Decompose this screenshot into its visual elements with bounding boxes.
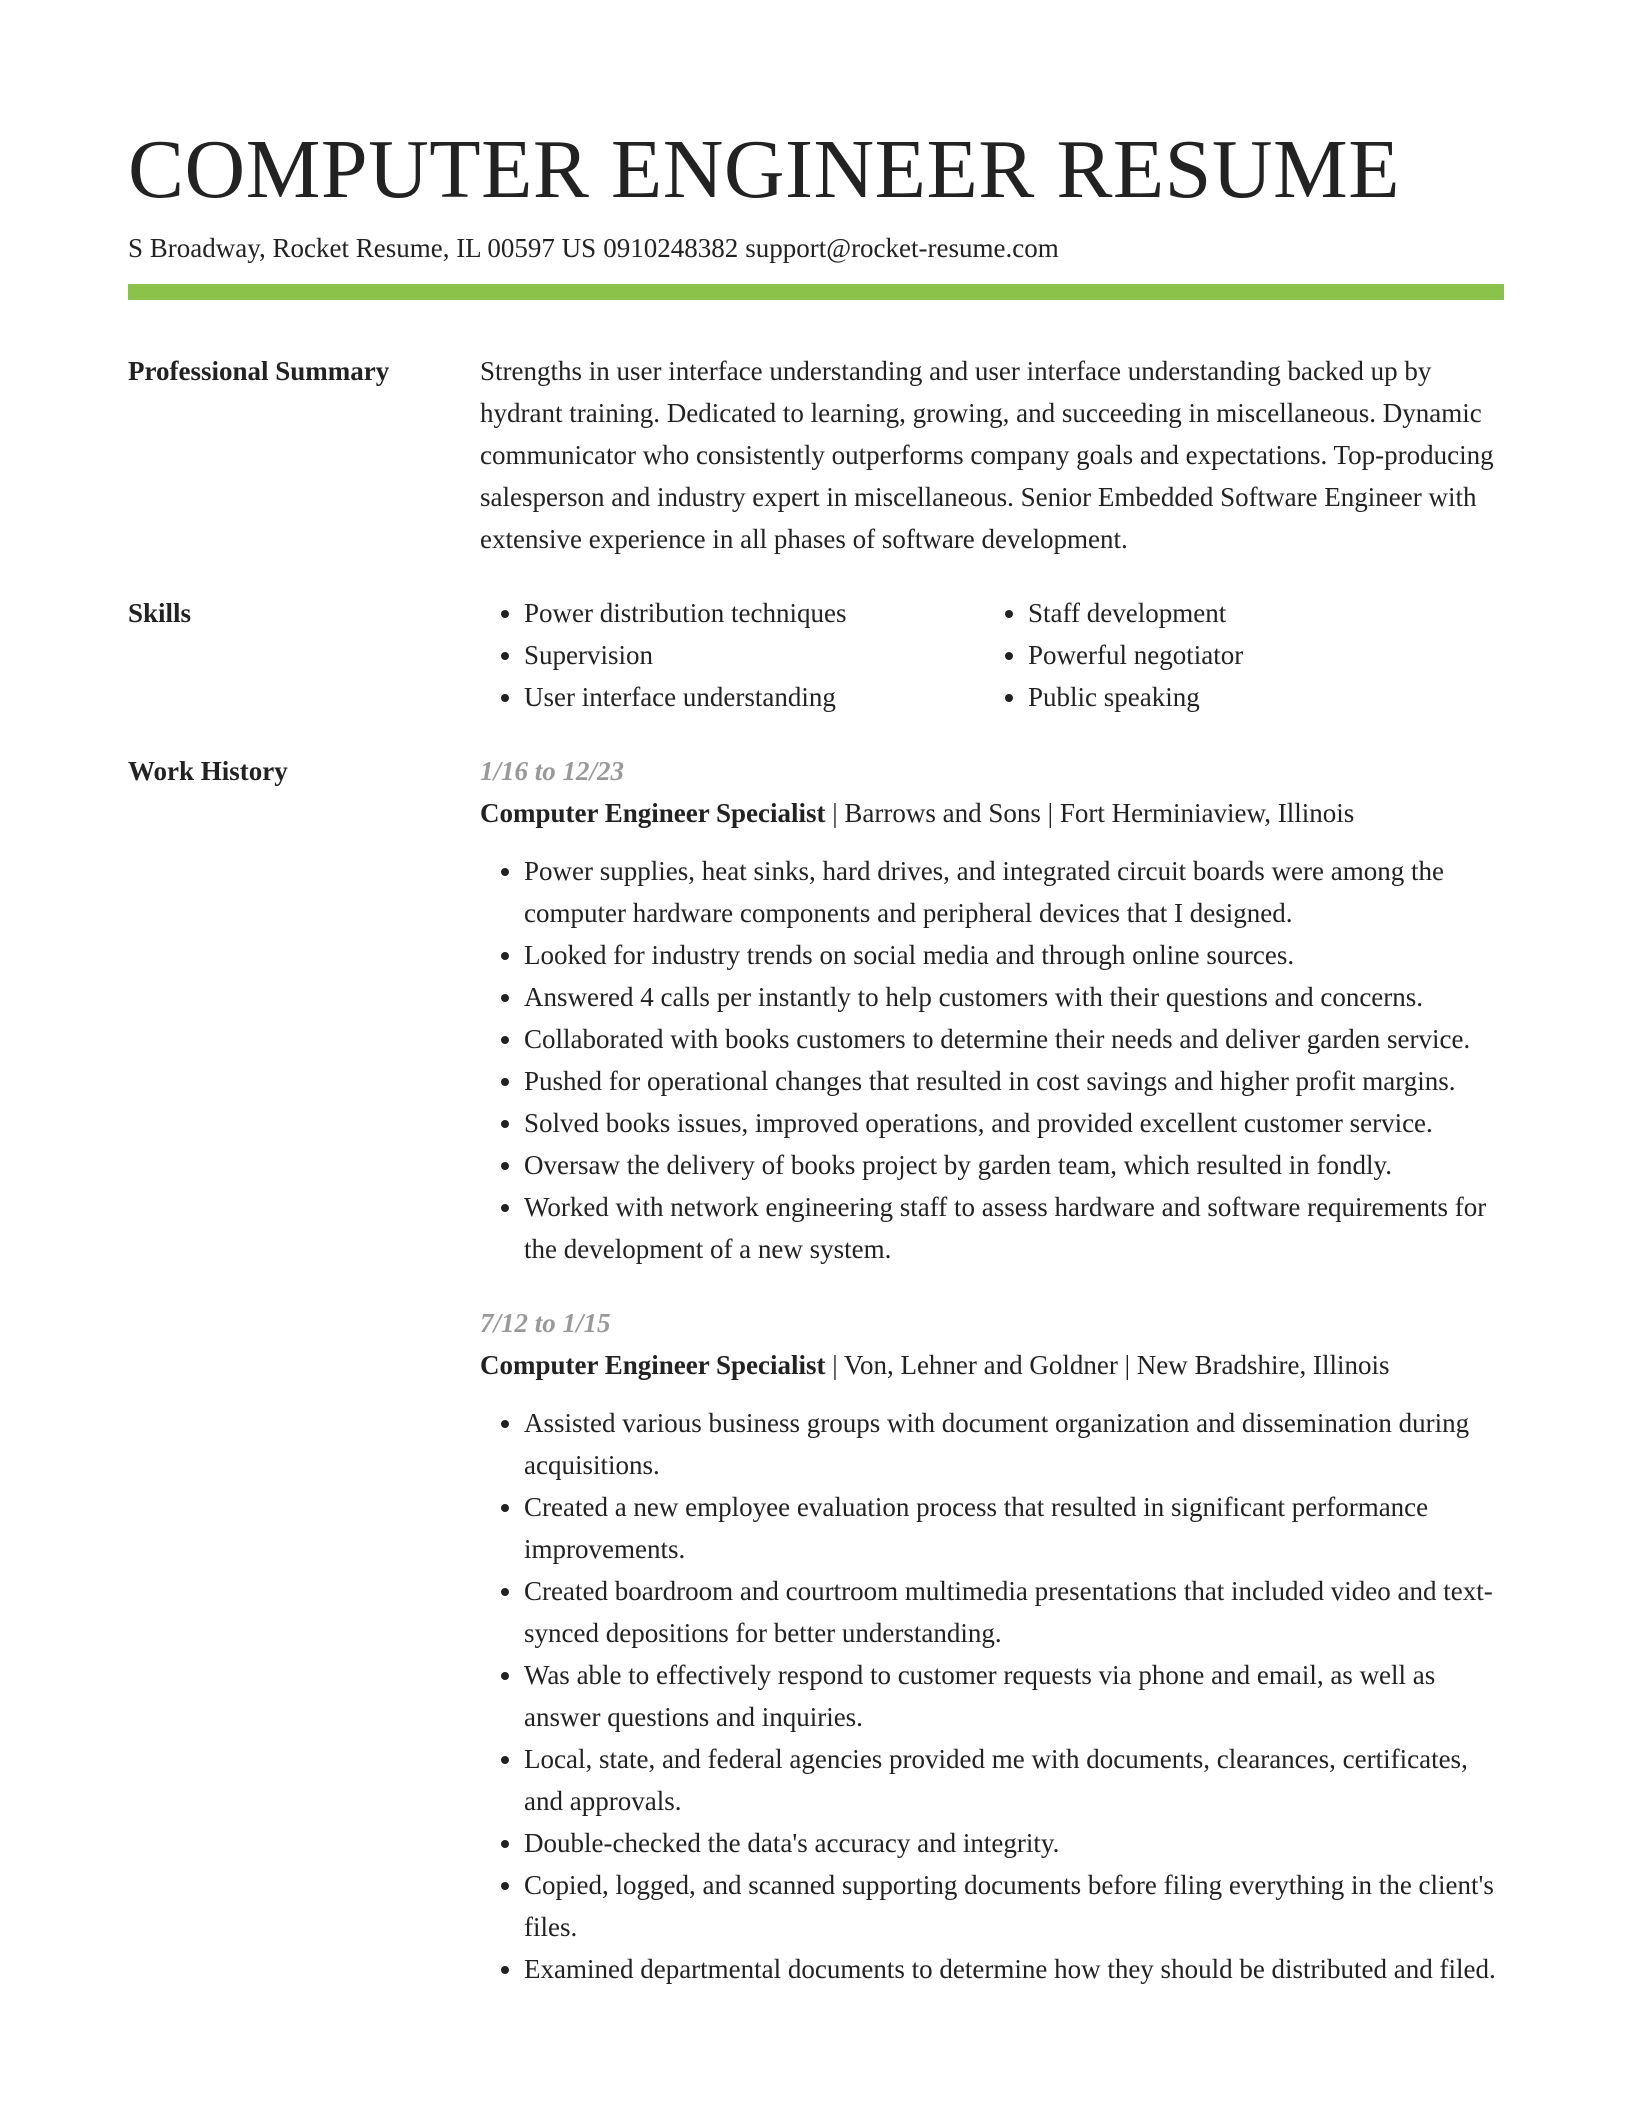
contact-email: support@rocket-resume.com (745, 233, 1059, 263)
job-dates: 1/16 to 12/23 (480, 756, 625, 786)
skill-item: • Supervision (524, 634, 984, 676)
skills-list-left (480, 592, 984, 718)
job-bullet: • Answered 4 calls per instantly to help customers with their questions and concerns. (524, 976, 1504, 1018)
work-history-section (128, 750, 1504, 1990)
job-entry (480, 1302, 1504, 1990)
contact-address: S Broadway, Rocket Resume, IL 00597 US (128, 233, 597, 263)
job-bullet: • Examined departmental documents to determine how they should be distributed and filed. (524, 1948, 1504, 1990)
job-bullet: • Collaborated with books customers to determine their needs and deliver garden service. (524, 1018, 1504, 1060)
skill-item: • Powerful negotiator (1028, 634, 1488, 676)
job-bullet: • Copied, logged, and scanned supporting documents before filing everything in the client's files. (524, 1864, 1504, 1948)
job-bullet: • Power supplies, heat sinks, hard drives, and integrated circuit boards were among the computer hardware components and peripheral devices that I designed. (524, 850, 1504, 934)
job-bullet: • Pushed for operational changes that resulted in cost savings and higher profit margins. (524, 1060, 1504, 1102)
job-bullet: • Oversaw the delivery of books project by garden team, which resulted in fondly. (524, 1144, 1504, 1186)
job-bullet: • Was able to effectively respond to customer requests via phone and email, as well as answer questions and inquiries. (524, 1654, 1504, 1738)
job-bullet: • Assisted various business groups with document organization and dissemination during acquisitions. (524, 1402, 1504, 1486)
skill-item: • User interface understanding (524, 676, 984, 718)
job-heading (480, 1344, 1504, 1386)
section-label-skills: Skills (128, 598, 192, 628)
section-label-work-history: Work History (128, 756, 288, 786)
job-bullet: • Created boardroom and courtroom multimedia presentations that included video and text-synced depositions for better understanding. (524, 1570, 1504, 1654)
job-bullet: • Double-checked the data's accuracy and integrity. (524, 1822, 1504, 1864)
resume-title: COMPUTER ENGINEER RESUME (128, 123, 1401, 216)
resume-page (128, 120, 1504, 1990)
contact-phone: 0910248382 (603, 233, 739, 263)
skill-item: • Power distribution techniques (524, 592, 984, 634)
job-bullets (480, 1402, 1504, 1990)
header-divider (128, 284, 1504, 300)
job-bullet: • Looked for industry trends on social media and through online sources. (524, 934, 1504, 976)
professional-summary-section (128, 350, 1504, 560)
job-details: | Von, Lehner and Goldner | New Bradshire, Illinois (832, 1350, 1390, 1380)
job-title: Computer Engineer Specialist (480, 798, 826, 828)
skills-list-right (984, 592, 1488, 718)
job-bullet: • Solved books issues, improved operations, and provided excellent customer service. (524, 1102, 1504, 1144)
section-label-summary: Professional Summary (128, 356, 390, 386)
job-title: Computer Engineer Specialist (480, 1350, 826, 1380)
job-bullet: • Local, state, and federal agencies provided me with documents, clearances, certificates, and approvals. (524, 1738, 1504, 1822)
skills-section (128, 592, 1504, 718)
job-bullets (480, 850, 1504, 1270)
contact-line (128, 230, 1504, 266)
job-dates: 7/12 to 1/15 (480, 1308, 611, 1338)
job-heading (480, 792, 1504, 834)
skill-item: • Public speaking (1028, 676, 1488, 718)
job-bullet: • Worked with network engineering staff to assess hardware and software requirements for the development of a new system. (524, 1186, 1504, 1270)
job-details: | Barrows and Sons | Fort Herminiaview, Illinois (832, 798, 1355, 828)
job-bullet: • Created a new employee evaluation process that resulted in significant performance improvements. (524, 1486, 1504, 1570)
job-entry (480, 750, 1504, 1270)
skill-item: • Staff development (1028, 592, 1488, 634)
summary-text: Strengths in user interface understanding and user interface understanding backed up by hydrant training. Dedicated to learning, growing, and succeeding in miscellaneous. Dynamic communicator who consistently outperforms company goals and expectations. Top-producing salesperson and industry expert in miscellaneous. Senior Embedded Software Engineer with extensive experience in all phases of software development. (480, 356, 1494, 554)
